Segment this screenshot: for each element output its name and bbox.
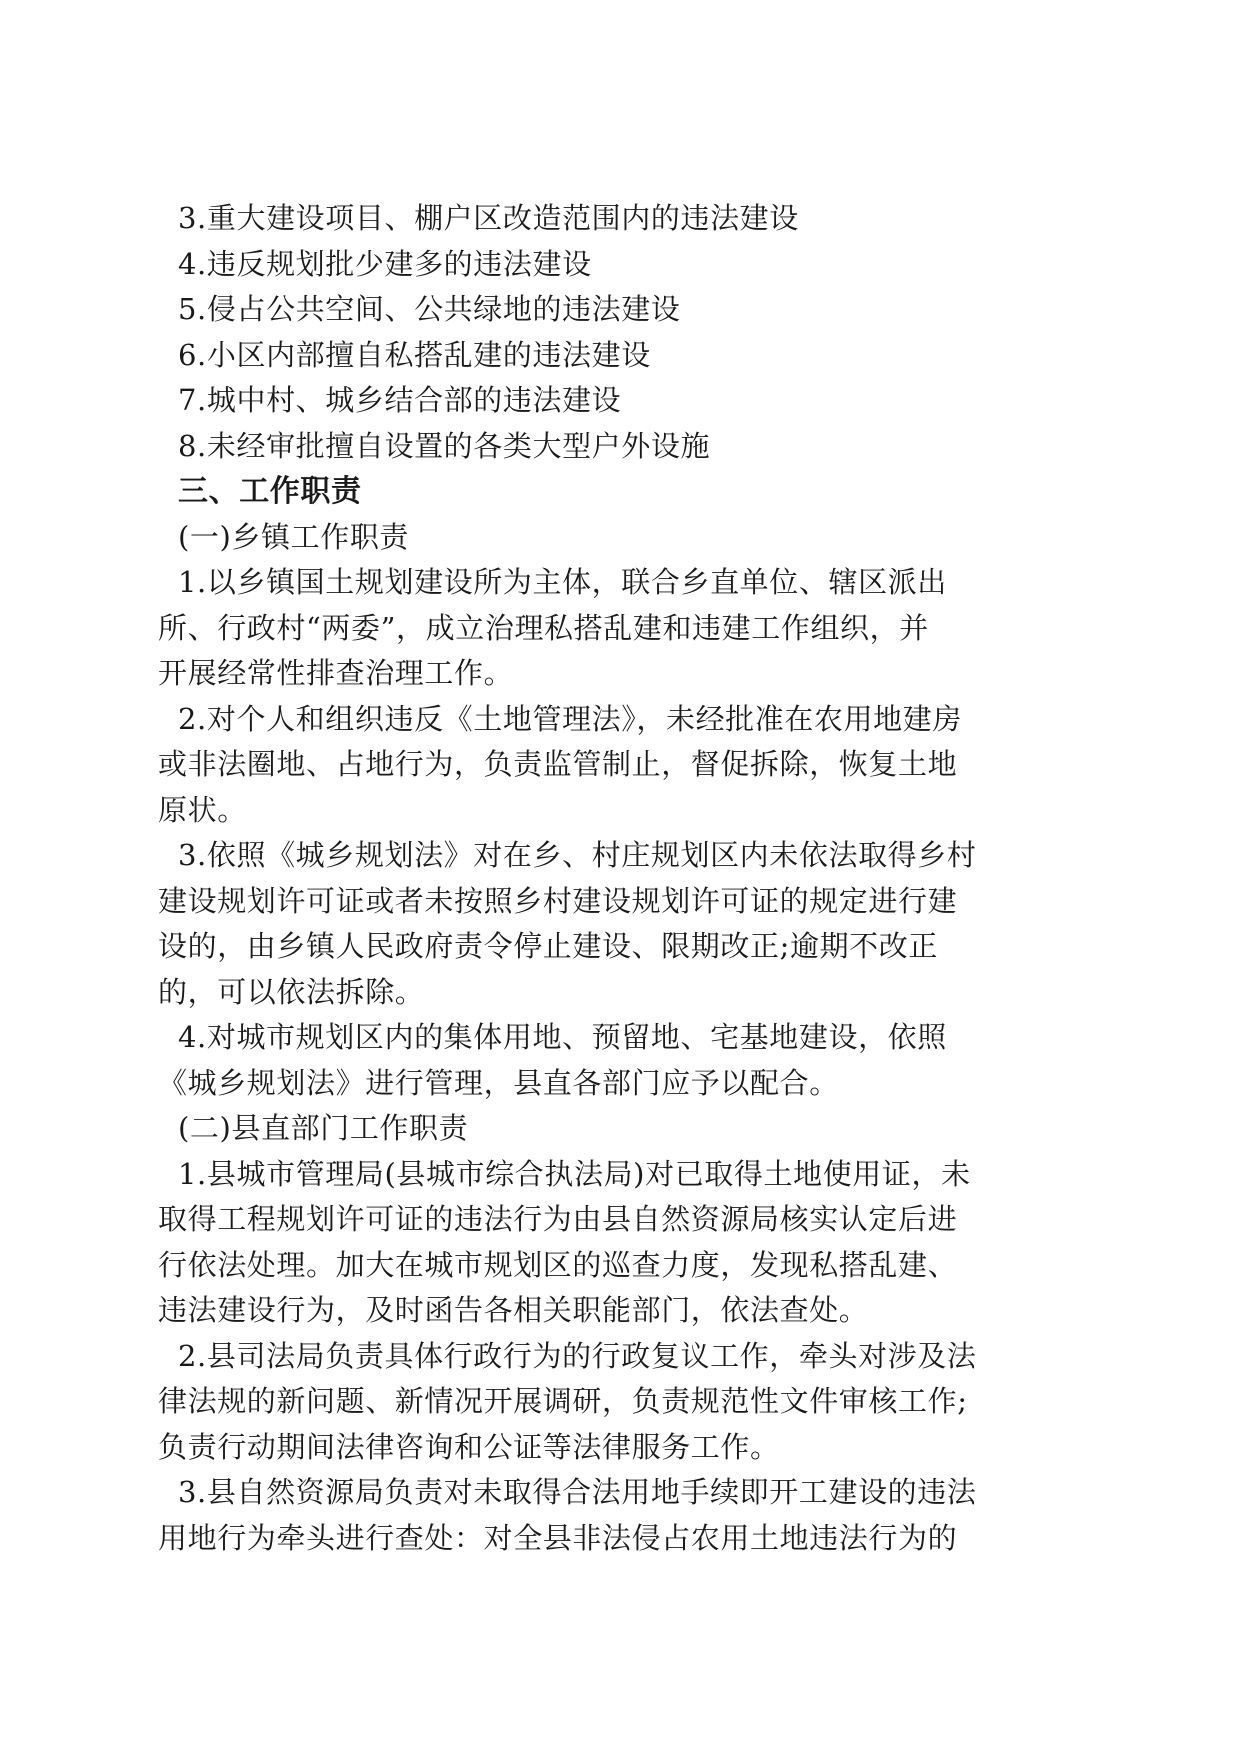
document-page (158, 196, 1086, 1561)
text-line: 2.县司法局负责具体行政行为的行政复议工作，牵头对涉及法 (178, 1338, 977, 1373)
paragraph-county-3 (158, 1470, 1086, 1561)
text-line: 的，可以依法拆除。 (158, 974, 425, 1009)
text-line: 律法规的新问题、新情况开展调研，负责规范性文件审核工作; (158, 1384, 968, 1418)
subsection-heading-township: (一)乡镇工作职责 (178, 519, 410, 554)
paragraph-township-1 (158, 560, 1086, 697)
text-line: 行依法处理。加大在城市规划区的巡查力度，发现私搭乱建、 (158, 1247, 958, 1282)
text-line: 取得工程规划许可证的违法行为由县自然资源局核实认定后进 (158, 1202, 958, 1236)
text-line: 原状。 (158, 792, 247, 827)
subsection-heading-county: (二)县直部门工作职责 (178, 1111, 469, 1145)
text-line: 违法建设行为，及时函告各相关职能部门，依法查处。 (158, 1293, 869, 1327)
list-item: 3.重大建设项目、棚户区改造范围内的违法建设 (178, 201, 799, 235)
paragraph-township-4 (158, 1015, 1086, 1106)
text-line: 1.以乡镇国土规划建设所为主体，联合乡直单位、辖区派出 (178, 565, 947, 599)
text-line: 4.对城市规划区内的集体用地、预留地、宅基地建设，依照 (178, 1020, 947, 1054)
list-item: 6.小区内部擅自私搭乱建的违法建设 (178, 337, 651, 372)
text-line: 所、行政村“两委”，成立治理私搭乱建和违建工作组织，并 (158, 610, 929, 645)
item-list (158, 196, 1086, 469)
list-item: 8.未经审批擅自设置的各类大型户外设施 (178, 428, 711, 463)
text-line: 开展经常性排查治理工作。 (158, 656, 514, 690)
paragraph-township-2 (158, 697, 1086, 834)
text-line: 用地行为牵头进行查处：对全县非法侵占农用土地违法行为的 (158, 1520, 958, 1555)
text-line: 设的，由乡镇人民政府责令停止建设、限期改正;逾期不改正 (158, 929, 938, 963)
text-line: 3.县自然资源局负责对未取得合法用地手续即开工建设的违法 (178, 1475, 977, 1509)
paragraph-county-2 (158, 1334, 1086, 1471)
text-line: 建设规划许可证或者未按照乡村建设规划许可证的规定进行建 (158, 883, 958, 918)
section-heading: 三、工作职责 (178, 474, 362, 509)
text-line: 《城乡规划法》进行管理，县直各部门应予以配合。 (158, 1065, 839, 1100)
text-line: 2.对个人和组织违反《土地管理法》，未经批准在农用地建房 (178, 701, 962, 736)
paragraph-township-3 (158, 833, 1086, 1015)
text-line: 3.依照《城乡规划法》对在乡、村庄规划区内未依法取得乡村 (178, 838, 977, 872)
text-line: 负责行动期间法律咨询和公证等法律服务工作。 (158, 1429, 780, 1464)
paragraph-county-1 (158, 1152, 1086, 1334)
list-item: 4.违反规划批少建多的违法建设 (178, 246, 592, 281)
text-line: 1.县城市管理局(县城市综合执法局)对已取得土地使用证，未 (178, 1156, 971, 1191)
list-item: 7.城中村、城乡结合部的违法建设 (178, 383, 622, 417)
text-line: 或非法圈地、占地行为，负责监管制止，督促拆除，恢复土地 (158, 747, 958, 781)
list-item: 5.侵占公共空间、公共绿地的违法建设 (178, 292, 681, 326)
